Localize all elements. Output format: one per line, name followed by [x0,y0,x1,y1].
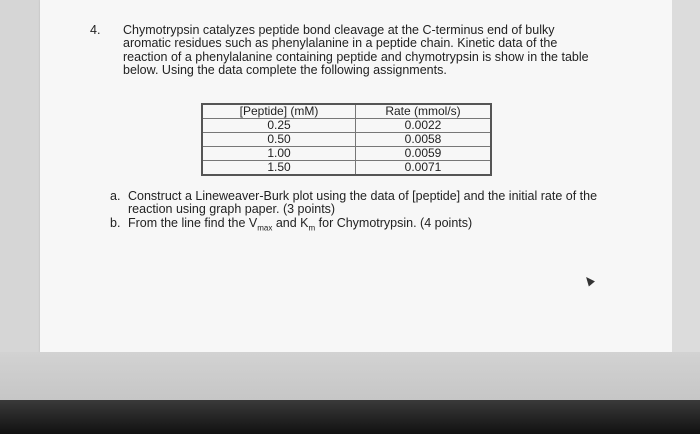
table-row [202,147,491,161]
question-number: 4. [90,23,101,37]
rate-cell: 0.0059 [356,147,492,161]
table-header-row [202,104,491,119]
rate-cell: 0.0058 [356,133,492,147]
part-b-mid: and K [272,215,309,230]
peptide-cell: 1.00 [202,147,356,161]
peptide-cell: 1.50 [202,161,356,176]
peptide-cell: 0.50 [202,133,356,147]
desk-surface [0,352,700,400]
km-subscript: m [308,223,316,233]
part-a [110,190,610,217]
part-b-post: for Chymotrypsin. (4 points) [315,215,473,230]
table-row [202,133,491,147]
question-line: below. Using the data complete the following assignments. [123,63,447,78]
table-row [202,119,491,133]
left-margin [0,0,40,400]
part-b-pre: From the line find the V [128,215,258,230]
question-text [123,24,592,78]
screen-bezel [0,400,700,434]
right-margin [672,0,700,400]
rate-cell: 0.0071 [356,161,492,176]
part-b [110,217,610,235]
header-peptide: [Peptide] (mM) [202,104,356,119]
part-a-label: a. [110,189,121,203]
table-row [202,161,491,176]
question-4 [92,24,592,78]
vmax-subscript: max [257,223,273,233]
part-b-line [128,217,610,235]
question-line: Chymotrypsin catalyzes peptide bond cleavage at the C-terminus end of bulky [123,23,555,37]
part-a-line: Construct a Lineweaver-Burk plot using the data of [peptide] and the initial rate of the [128,189,598,203]
question-line: aromatic residues such as phenylalanine in a peptide chain. Kinetic data of the [123,36,558,51]
rate-cell: 0.0022 [356,119,492,133]
question-line: reaction of a phenylalanine containing peptide and chymotrypsin is show in the table [123,49,589,64]
kinetic-data-table [201,103,492,176]
assignment-parts [110,190,610,235]
part-b-label: b. [110,215,121,230]
header-rate: Rate (mmol/s) [356,104,492,119]
part-a-line: reaction using graph paper. (3 points) [128,202,336,217]
peptide-cell: 0.25 [202,119,356,133]
